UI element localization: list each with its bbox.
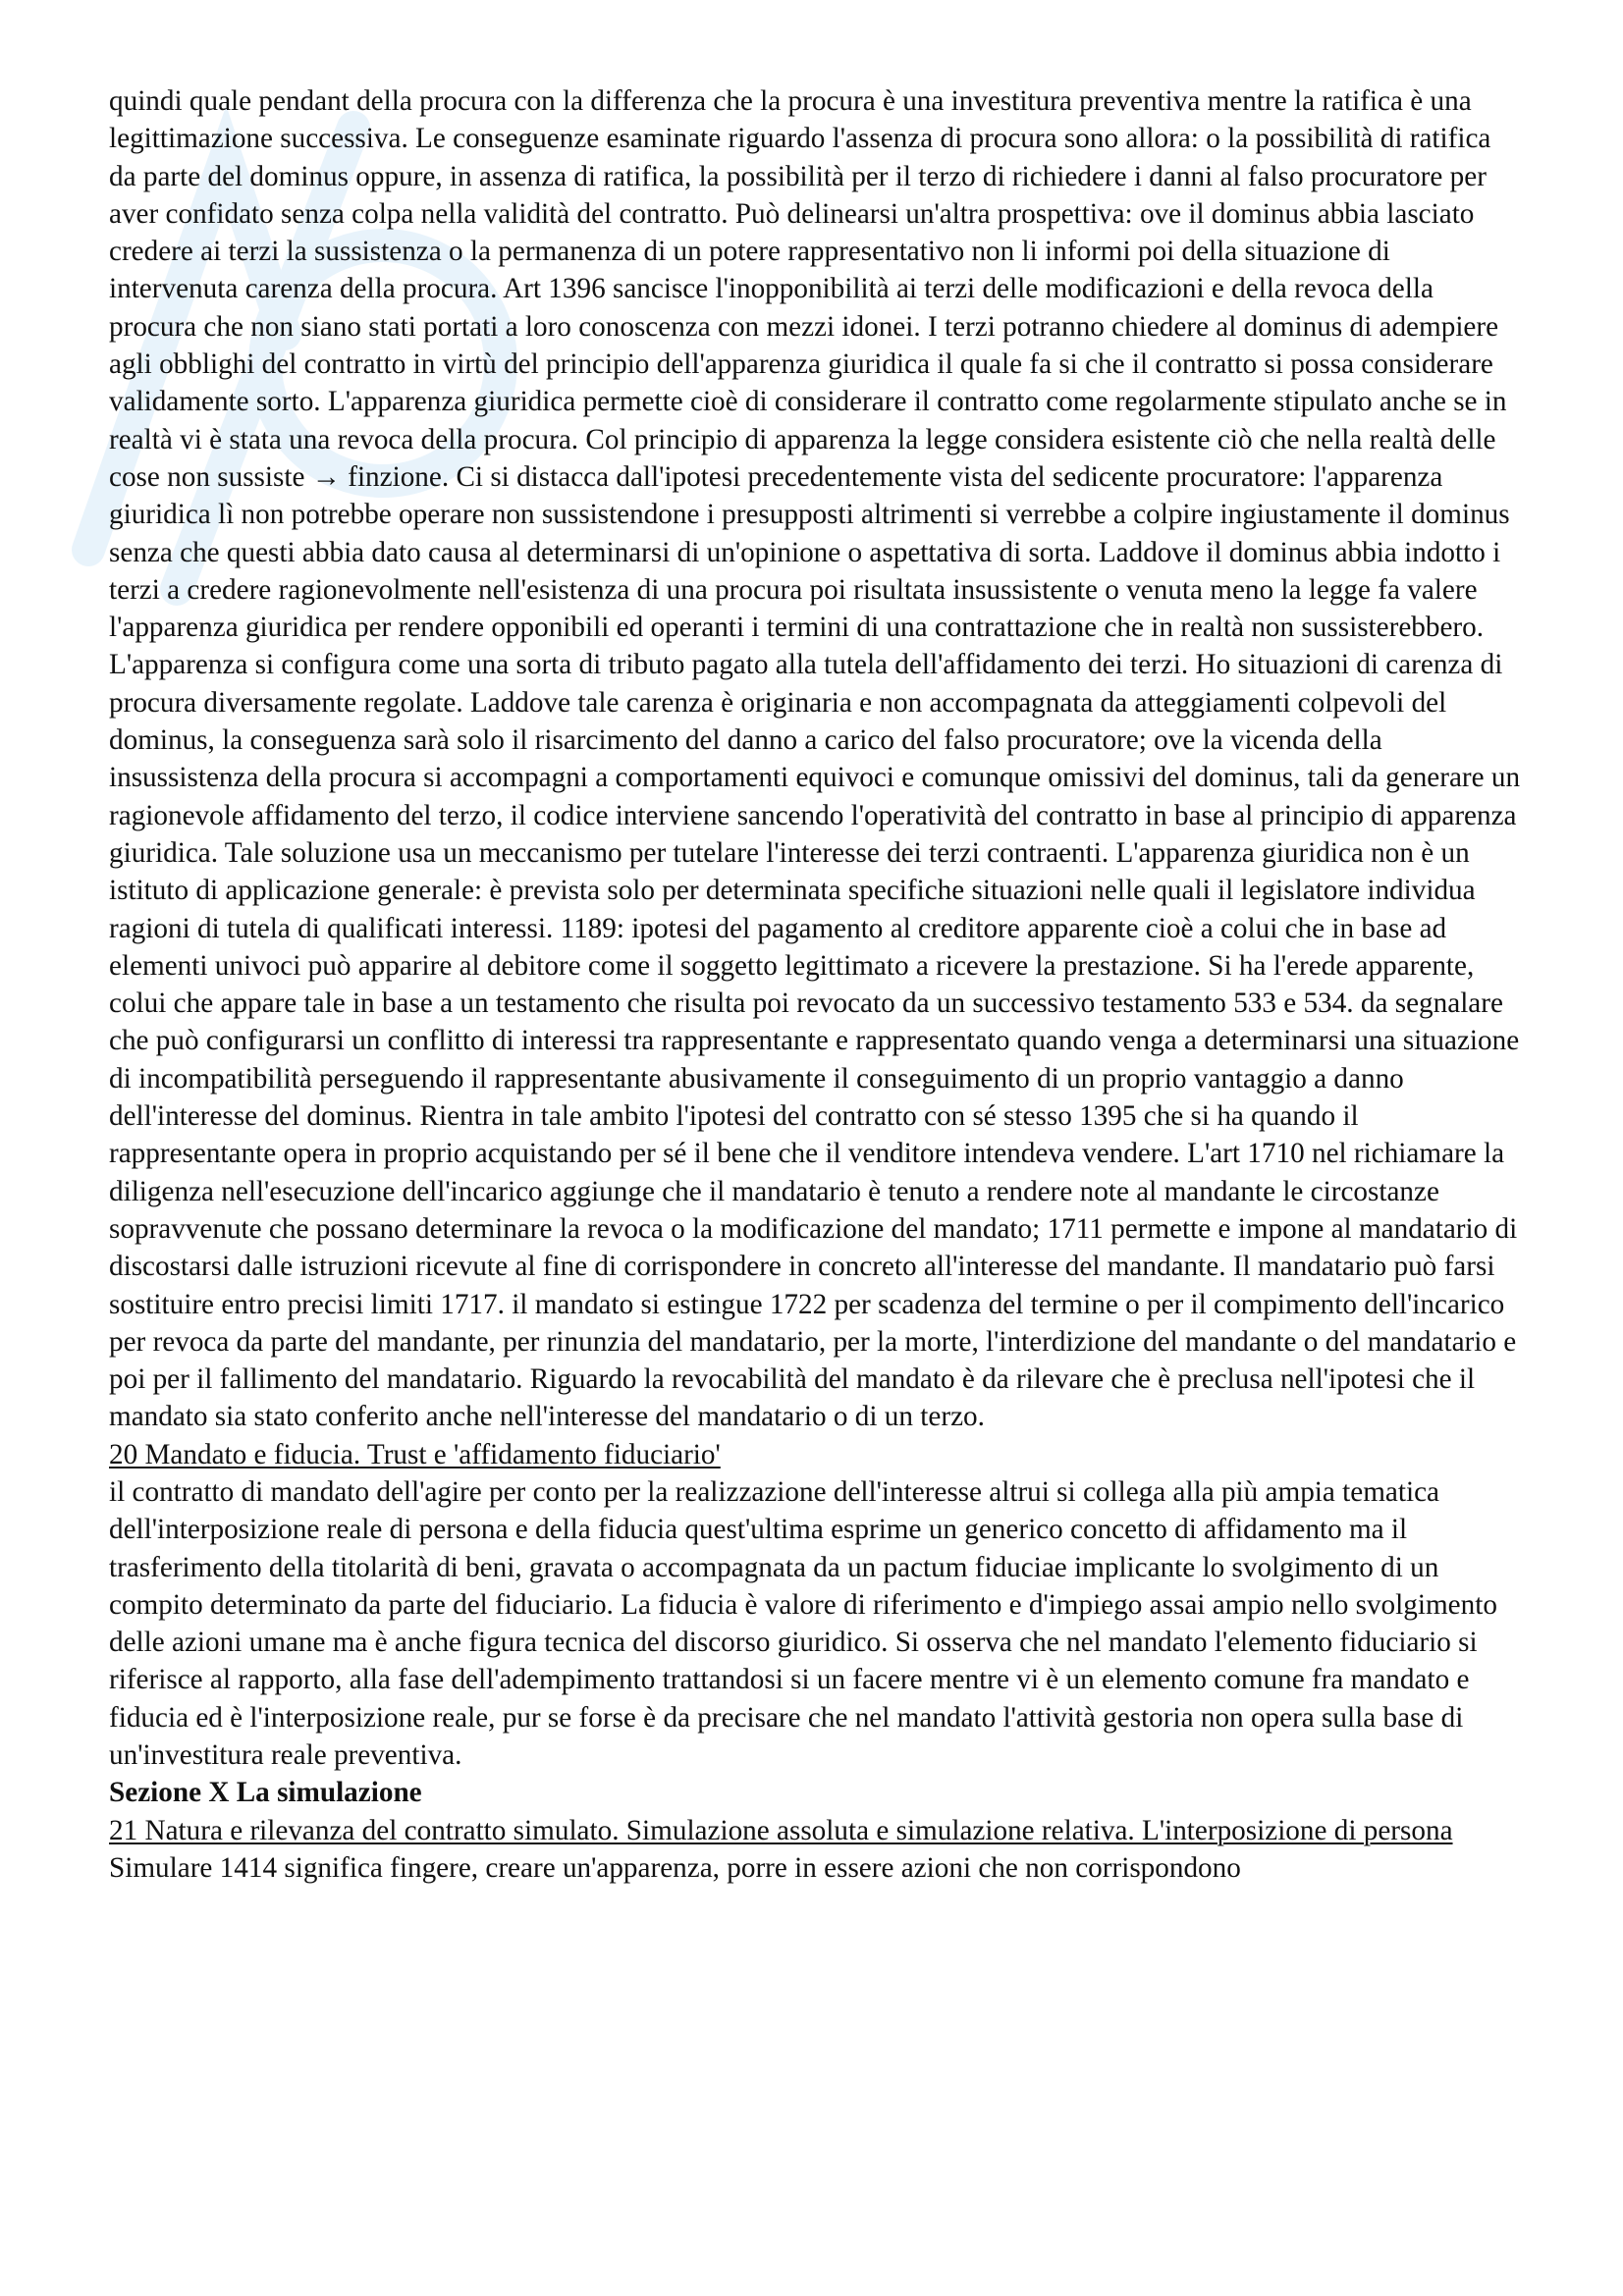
paragraph-procura-apparenza: quindi quale pendant della procura con la differenza che la procura è una investitura preventiva mentre la ratifica è una legittimazione successiva. Le conseguenze esaminate riguardo l'assenza di procura sono allora: o la possibilità di ratifica da parte del dominus oppure, in assenza di ratifica, la possibilità per il terzo di richiedere i danni al falso procuratore per aver confidato senza colpa nella validità del contratto. Può delinearsi un'altra prospettiva: ove il dominus abbia lasciato credere ai terzi la sussistenza o la permanenza di un potere rappresentativo non li informi poi della situazione di intervenuta carenza della procura. Art 1396 sancisce l'inopponibilità ai terzi delle modificazioni e della revoca della procura che non siano stati portati a loro conoscenza con mezzi idonei. I terzi potranno chiedere al dominus di adempiere agli obblighi del contratto in virtù del principio dell'apparenza giuridica il quale fa si che il contratto si possa considerare validamente sorto. L'apparenza giuridica permette cioè di considerare il contratto come regolarmente stipulato anche se in realtà vi è stata una revoca della procura. Col principio di apparenza la legge considera esistente ciò che nella realtà delle cose non sussiste → finzione. Ci si distacca dall'ipotesi precedentemente vista del sedicente procuratore: l'apparenza giuridica lì non potrebbe operare non sussistendone i presupposti altrimenti si verrebbe a colpire ingiustamente il dominus senza che questi abbia dato causa al determinarsi di un'opinione o aspettativa di sorta. Laddove il dominus abbia indotto i terzi a credere ragionevolmente nell'esistenza di una procura poi risultata insussistente o venuta meno la legge fa valere l'apparenza giuridica per rendere opponibili ed operanti i termini di una contrattazione che in realtà non sussisterebbero. L'apparenza si configura come una sorta di tributo pagato alla tutela dell'affidamento dei terzi. Ho situazioni di carenza di procura diversamente regolate. Laddove tale carenza è originaria e non accompagnata da atteggiamenti colpevoli del dominus, la conseguenza sarà solo il risarcimento del danno a carico del falso procuratore; ove la vicenda della insussistenza della procura si accompagni a comportamenti equivoci e comunque omissivi del dominus, tali da generare un ragionevole affidamento del terzo, il codice interviene sancendo l'operatività del contratto in base al principio di apparenza giuridica. Tale soluzione usa un meccanismo per tutelare l'interesse dei terzi contraenti. L'apparenza giuridica non è un istituto di applicazione generale: è prevista solo per determinata specifiche situazioni nelle quali il legislatore individua ragioni di tutela di qualificati interessi. 1189: ipotesi del pagamento al creditore apparente cioè a colui che in base ad elementi univoci può apparire al debitore come il soggetto legittimato a ricevere la prestazione. Si ha l'erede apparente, colui che appare tale in base a un testamento che risulta poi revocato da un successivo testamento 533 e 534. da segnalare che può configurarsi un conflitto di interessi tra rappresentante e rappresentato quando venga a determinarsi una situazione di incompatibilità perseguendo il rappresentante abusivamente il conseguimento di un proprio vantaggio a danno dell'interesse del dominus. Rientra in tale ambito l'ipotesi del contratto con sé stesso 1395 che si ha quando il rappresentante opera in proprio acquistando per sé il bene che il venditore intendeva vendere. L'art 1710 nel richiamare la diligenza nell'esecuzione dell'incarico aggiunge che il mandatario è tenuto a rendere note al mandante le circostanze sopravvenute che possano determinare la revoca o la modificazione del mandato; 1711 permette e impone al mandatario di discostarsi dalle istruzioni ricevute al fine di corrispondere in concreto all'interesse del mandante. Il mandatario può farsi sostituire entro precisi limiti 1717. il mandato si estingue 1722 per scadenza del termine o per il compimento dell'incarico per revoca da parte del mandante, per rinunzia del mandatario, per la morte, l'interdizione del mandante o del mandatario e poi per il fallimento del mandatario. Riguardo la revocabilità del mandato è da rilevare che è preclusa nell'ipotesi che il mandato sia stato conferito anche nell'interesse del mandatario o di un terzo. [109,85,1521,1433]
section-heading-contratto-simulato: 21 Natura e rilevanza del contratto simulato. Simulazione assoluta e simulazione relativa. L'interposizione di persona [109,1814,1453,1846]
paragraph-mandato-fiducia: il contratto di mandato dell'agire per conto per la realizzazione dell'interesse altrui si collega alla più ampia tematica dell'interposizione reale di persona e della fiducia quest'ultima esprime un generico concetto di affidamento ma il trasferimento della titolarità di beni, gravata o accompagnata da un pactum fiduciae implicante lo svolgimento di un compito determinato da parte del fiduciario. La fiducia è valore di riferimento e d'impiego assai ampio nello svolgimento delle azioni umane ma è anche figura tecnica del discorso giuridico. Si osserva che nel mandato l'elemento fiduciario si riferisce al rapporto, alla fase dell'adempimento trattandosi si un facere mentre vi è un elemento comune fra mandato e fiducia ed è l'interposizione reale, pur se forse è da precisare che nel mandato l'attività gestoria non opera sulla base di un'investitura reale preventiva. [109,1475,1497,1772]
section-title-simulazione: Sezione X La simulazione [109,1777,422,1809]
document-page [109,82,1523,1887]
paragraph-simulare: Simulare 1414 significa fingere, creare un'apparenza, porre in essere azioni che non corrispondono [109,1851,1241,1884]
section-heading-mandato-fiducia: 20 Mandato e fiducia. Trust e 'affidamento fiduciario' [109,1438,721,1470]
